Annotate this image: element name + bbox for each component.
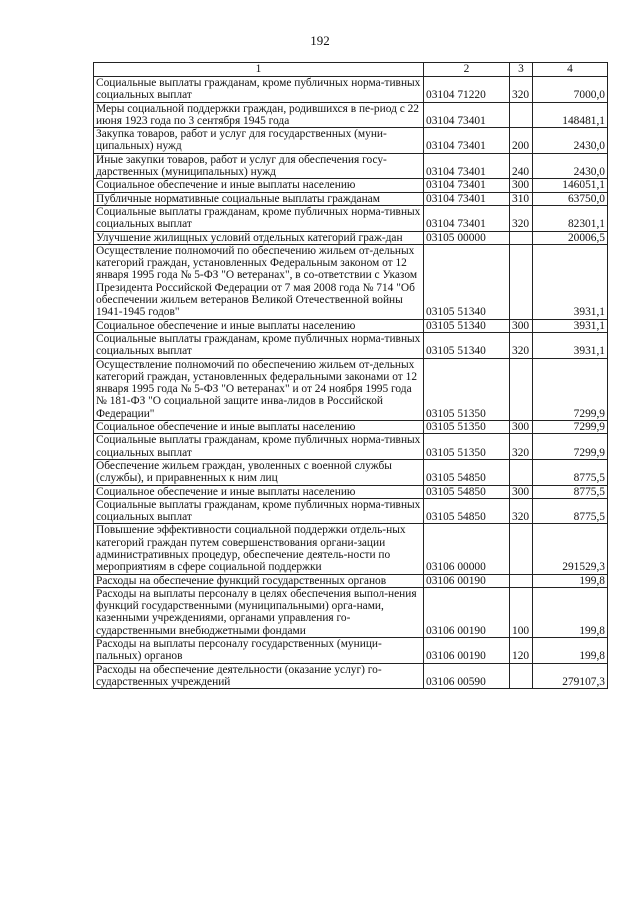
row-name: Социальное обеспечение и иные выплаты населению [94, 485, 424, 498]
row-sum: 7000,0 [533, 77, 608, 103]
row-sum: 148481,1 [533, 102, 608, 128]
row-name: Социальное обеспечение и иные выплаты населению [94, 179, 424, 192]
row-name: Социальное обеспечение и иные выплаты населению [94, 421, 424, 434]
table-row [94, 421, 608, 434]
row-sum: 7299,9 [533, 358, 608, 420]
budget-table [93, 62, 608, 689]
row-sum: 63750,0 [533, 192, 608, 205]
row-name: Обеспечение жильем граждан, уволенных с военной службы (службы), и приравненных к ним лиц [94, 459, 424, 485]
row-sum: 199,8 [533, 638, 608, 664]
table-row [94, 459, 608, 485]
row-type [510, 459, 533, 485]
row-sum: 199,8 [533, 574, 608, 587]
table-row [94, 574, 608, 587]
table-row [94, 332, 608, 358]
row-sum: 2430,0 [533, 128, 608, 154]
row-type: 320 [510, 498, 533, 524]
row-type: 200 [510, 128, 533, 154]
row-name: Социальные выплаты гражданам, кроме публичных норма-тивных социальных выплат [94, 332, 424, 358]
row-type [510, 231, 533, 244]
row-name: Расходы на обеспечение функций государственных органов [94, 574, 424, 587]
row-code: 03105 54850 [424, 498, 510, 524]
header-col-1: 1 [94, 63, 424, 77]
row-code: 03104 73401 [424, 128, 510, 154]
row-code: 03105 51340 [424, 332, 510, 358]
row-code: 03105 51350 [424, 421, 510, 434]
row-sum: 20006,5 [533, 231, 608, 244]
row-type: 100 [510, 587, 533, 637]
row-code: 03105 51340 [424, 244, 510, 319]
header-col-3: 3 [510, 63, 533, 77]
row-name: Социальные выплаты гражданам, кроме публичных норма-тивных социальных выплат [94, 434, 424, 460]
row-name: Публичные нормативные социальные выплаты гражданам [94, 192, 424, 205]
row-type: 300 [510, 319, 533, 332]
row-sum: 291529,3 [533, 524, 608, 574]
row-sum: 8775,5 [533, 485, 608, 498]
row-code: 03106 00000 [424, 524, 510, 574]
row-type [510, 244, 533, 319]
row-code: 03106 00190 [424, 587, 510, 637]
table-row [94, 128, 608, 154]
row-code: 03104 73401 [424, 205, 510, 231]
row-type: 320 [510, 77, 533, 103]
table-row [94, 358, 608, 420]
row-sum: 8775,5 [533, 459, 608, 485]
table-row [94, 524, 608, 574]
row-code: 03104 71220 [424, 77, 510, 103]
header-col-2: 2 [424, 63, 510, 77]
table-row [94, 638, 608, 664]
row-type: 120 [510, 638, 533, 664]
table-row [94, 192, 608, 205]
table-row [94, 153, 608, 179]
row-sum: 146051,1 [533, 179, 608, 192]
row-code: 03105 51350 [424, 358, 510, 420]
row-code: 03105 51340 [424, 319, 510, 332]
row-sum: 8775,5 [533, 498, 608, 524]
table-row [94, 77, 608, 103]
row-name: Иные закупки товаров, работ и услуг для обеспечения госу-дарственных (муниципальных) нужд [94, 153, 424, 179]
table-row [94, 663, 608, 689]
row-type [510, 524, 533, 574]
row-type [510, 574, 533, 587]
row-code: 03105 00000 [424, 231, 510, 244]
table-row [94, 319, 608, 332]
page-number: 192 [310, 33, 330, 48]
table-row [94, 179, 608, 192]
row-sum: 7299,9 [533, 434, 608, 460]
row-code: 03104 73401 [424, 192, 510, 205]
row-type: 310 [510, 192, 533, 205]
row-type [510, 358, 533, 420]
row-code: 03106 00190 [424, 638, 510, 664]
table-row [94, 205, 608, 231]
row-sum: 3931,1 [533, 319, 608, 332]
table-row [94, 102, 608, 128]
row-sum: 3931,1 [533, 332, 608, 358]
row-name: Социальные выплаты гражданам, кроме публичных норма-тивных социальных выплат [94, 498, 424, 524]
row-type: 300 [510, 421, 533, 434]
row-code: 03104 73401 [424, 153, 510, 179]
row-name: Социальное обеспечение и иные выплаты населению [94, 319, 424, 332]
row-sum: 82301,1 [533, 205, 608, 231]
row-sum: 3931,1 [533, 244, 608, 319]
row-name: Улучшение жилищных условий отдельных категорий граж-дан [94, 231, 424, 244]
row-code: 03105 54850 [424, 459, 510, 485]
row-name: Расходы на выплаты персоналу в целях обеспечения выпол-нения функций государственными (муниципальными) орга-нами, казенными учреждениями, органами управления го-сударственными внебюджетными фондами [94, 587, 424, 637]
row-code: 03105 54850 [424, 485, 510, 498]
row-code: 03105 51350 [424, 434, 510, 460]
table-row [94, 498, 608, 524]
table-header-row [94, 63, 608, 77]
row-type: 320 [510, 205, 533, 231]
header-col-4: 4 [533, 63, 608, 77]
row-name: Социальные выплаты гражданам, кроме публичных норма-тивных социальных выплат [94, 205, 424, 231]
table-row [94, 485, 608, 498]
row-name: Закупка товаров, работ и услуг для государственных (муни-ципальных) нужд [94, 128, 424, 154]
row-name: Осуществление полномочий по обеспечению жильем от-дельных категорий граждан, установленных федеральными законами от 12 января 1995 года № 5-ФЗ "О ветеранах" и от 24 ноября 1995 года № 181-ФЗ "О социальной защите инва-лидов в Российской Федерации" [94, 358, 424, 420]
row-name: Повышение эффективности социальной поддержки отдель-ных категорий граждан путем совершенствования органи-зации административных процедур, обеспечение деятель-ности по мероприятиям в сфере социальной поддержки [94, 524, 424, 574]
row-sum: 7299,9 [533, 421, 608, 434]
row-type: 320 [510, 332, 533, 358]
row-name: Меры социальной поддержки граждан, родившихся в пе-риод с 22 июня 1923 года по 3 сентября 1945 года [94, 102, 424, 128]
row-type: 300 [510, 485, 533, 498]
row-code: 03106 00190 [424, 574, 510, 587]
row-type: 320 [510, 434, 533, 460]
row-name: Осуществление полномочий по обеспечению жильем от-дельных категорий граждан, установленных Федеральным законом от 12 января 1995 года № 5-ФЗ "О ветеранах", в со-ответствии с Указом Президента Российской Федерации от 7 мая 2008 года № 714 "Об обеспечении жильем ветеранов Великой Отечественной войны 1941-1945 годов" [94, 244, 424, 319]
row-type: 240 [510, 153, 533, 179]
row-type: 300 [510, 179, 533, 192]
table-row [94, 434, 608, 460]
row-type [510, 102, 533, 128]
row-name: Социальные выплаты гражданам, кроме публичных норма-тивных социальных выплат [94, 77, 424, 103]
table-row [94, 587, 608, 637]
row-type [510, 663, 533, 689]
row-sum: 279107,3 [533, 663, 608, 689]
row-code: 03104 73401 [424, 102, 510, 128]
table-row [94, 244, 608, 319]
row-name: Расходы на обеспечение деятельности (оказание услуг) го-сударственных учреждений [94, 663, 424, 689]
row-sum: 199,8 [533, 587, 608, 637]
row-code: 03106 00590 [424, 663, 510, 689]
row-sum: 2430,0 [533, 153, 608, 179]
row-code: 03104 73401 [424, 179, 510, 192]
table-row [94, 231, 608, 244]
table-body [94, 77, 608, 689]
row-name: Расходы на выплаты персоналу государственных (муници-пальных) органов [94, 638, 424, 664]
